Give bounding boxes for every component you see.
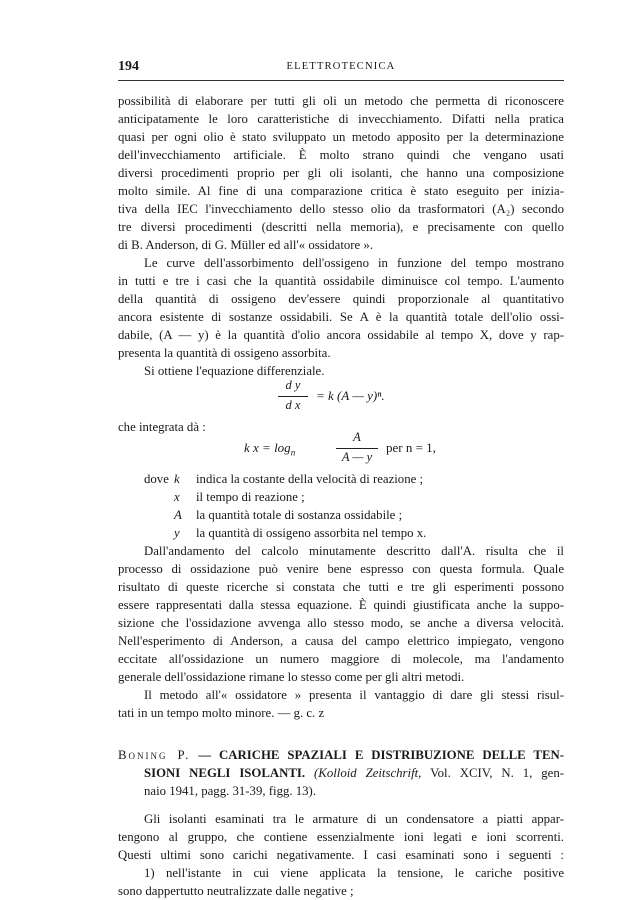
reference-line — [144, 764, 564, 782]
text-line: sizione che l'ossidazione avvenga allo stesso modo, se anche a diversa velocità. — [118, 616, 564, 630]
text-line: Nell'esperimento di Anderson, a causa del campo elettrico impiegato, vengono — [118, 634, 564, 648]
eq1-fraction-bar — [278, 396, 308, 397]
eq2-lhs: k $x = \log_n$ — [244, 440, 296, 458]
text-line: quasi per ogni olio è stato sviluppato un metodo apposito per la determinazione — [118, 130, 564, 144]
eq2-numerator: A — [353, 430, 361, 444]
definition-symbol: x — [174, 490, 180, 504]
reference-title-cont: SIONI NEGLI ISOLANTI. — [144, 766, 306, 780]
definition-item — [144, 470, 426, 488]
eq2-denominator: A — y — [341, 450, 373, 464]
text-line: anticipatamente le loro caratteristiche di invecchiamento. Difatti nella pratica — [118, 112, 564, 126]
text-line: Le curve dell'assorbimento dell'ossigeno in funzione del tempo mostrano — [144, 256, 564, 270]
text-line: molto simile. Al fine di una comparazione critica è stato eseguito per inizia- — [118, 184, 564, 198]
running-header — [118, 59, 564, 77]
text-line: Dall'andamento del calcolo minutamente descritto dall'A. risulta che il — [144, 544, 564, 558]
definition-text: il tempo di reazione ; — [196, 490, 305, 504]
definition-text: la quantità di ossigeno assorbita nel tempo x. — [196, 526, 427, 540]
text-line: possibilità di elaborare per tutti gli oli un metodo che permetta di riconoscere — [118, 94, 564, 108]
journal-title: ELETTROTECNICA — [286, 61, 396, 72]
definitions-list — [144, 470, 426, 542]
text-line: tre diversi procedimenti (descritti nella memoria), e precisamente con quello — [118, 220, 564, 234]
text-line: dell'invecchiamento artificiale. È molto strano quindi che vengano usati — [118, 148, 564, 162]
text-line: generale dell'ossidazione rimane lo stesso come per gli altri metodi. — [118, 670, 465, 684]
reference-line: naio 1941, pagg. 31-39, figg. 13). — [144, 784, 317, 798]
definition-symbol: k — [174, 472, 180, 486]
reference-author: Boning P. — [118, 748, 191, 762]
text-line: presenta la quantità di ossigeno assorbita. — [118, 346, 331, 360]
eq1-denominator: d x — [285, 398, 301, 412]
text-line: eccitate all'ossidazione un numero maggiore di molecole, ma l'andamento — [118, 652, 564, 666]
text-line: ancora esistente di sostanze ossidabili. Se A è la quantità totale dell'olio ossi- — [118, 310, 564, 324]
text-line: che integrata dà : — [118, 420, 206, 434]
eq2-log-subscript: n — [290, 447, 296, 458]
text-line: dabile, (A — y) è la quantità d'olio ancora ossidabile al tempo X, dove y rap- — [118, 328, 564, 342]
definition-text: la quantità totale di sostanza ossidabile ; — [196, 508, 403, 522]
definition-item — [144, 488, 426, 506]
text-line: 1) nell'istante in cui viene applicata la tensione, le cariche positive — [144, 866, 564, 880]
definition-lead: dove — [144, 472, 169, 486]
page-number: 194 — [118, 59, 139, 74]
text-line: della quantità di ossigeno dev'essere quindi proporzionale al quantitativo — [118, 292, 564, 306]
text-line: Il metodo all'« ossidatore » presenta il vantaggio di dare gli stessi risul- — [144, 688, 564, 702]
definition-symbol: y — [174, 526, 180, 540]
header-rule — [118, 80, 564, 81]
eq2-rhs: per n = 1, — [386, 440, 436, 455]
reference-citation: Vol. XCIV, N. 1, gen- — [430, 766, 565, 780]
text-line: di B. Anderson, di G. Müller ed all'« ossidatore ». — [118, 238, 374, 252]
definition-text: indica la costante della velocità di reazione ; — [196, 472, 424, 486]
text-line: essere rappresentati dalla stessa equazione. È quindi giustificata anche la suppo- — [118, 598, 564, 612]
text-line: sono dappertutto neutralizzate dalle negative ; — [118, 884, 354, 898]
eq2-fraction-bar — [336, 448, 378, 449]
text-line: processo di ossidazione può venire bene espresso con questa formula. Quale — [118, 562, 564, 576]
text-line: Questi ultimi sono carichi negativamente. I casi esaminati sono i seguenti : — [118, 848, 564, 862]
text-line: tati in un tempo molto minore. — g. c. z — [118, 706, 325, 720]
eq1-numerator: d y — [285, 378, 301, 392]
definition-item — [144, 506, 426, 524]
definition-symbol: A — [174, 508, 182, 522]
text-line: Gli isolanti esaminati tra le armature di un condensatore a piatti appar- — [144, 812, 564, 826]
text-line: diversi procedimenti proprio per gli oli isolanti, che hanno una composizione — [118, 166, 564, 180]
reference-line — [118, 746, 564, 764]
text-line: in tutti e tre i casi che la quantità ossidabile diminuisce col tempo. L'aumento — [118, 274, 564, 288]
text-line: risultato di queste ricerche si constata che tutti e tre gli esperimenti possono — [118, 580, 564, 594]
text-line: Si ottiene l'equazione differenziale. — [144, 364, 325, 378]
eq1-rhs: = k (A — y)ⁿ. — [316, 388, 385, 403]
reference-title: — CARICHE SPAZIALI E DISTRIBUZIONE DELLE TEN- — [198, 748, 564, 762]
reference-journal: (Kolloid Zeitschrift, — [314, 766, 422, 780]
text-line: tengono al gruppo, che contiene essenzialmente ioni legati e ioni scorrenti. — [118, 830, 564, 844]
text-line: tiva della IEC l'invecchiamento dello stesso olio da trasformatori (A₂) secondo — [118, 202, 564, 216]
definition-item — [144, 524, 426, 542]
